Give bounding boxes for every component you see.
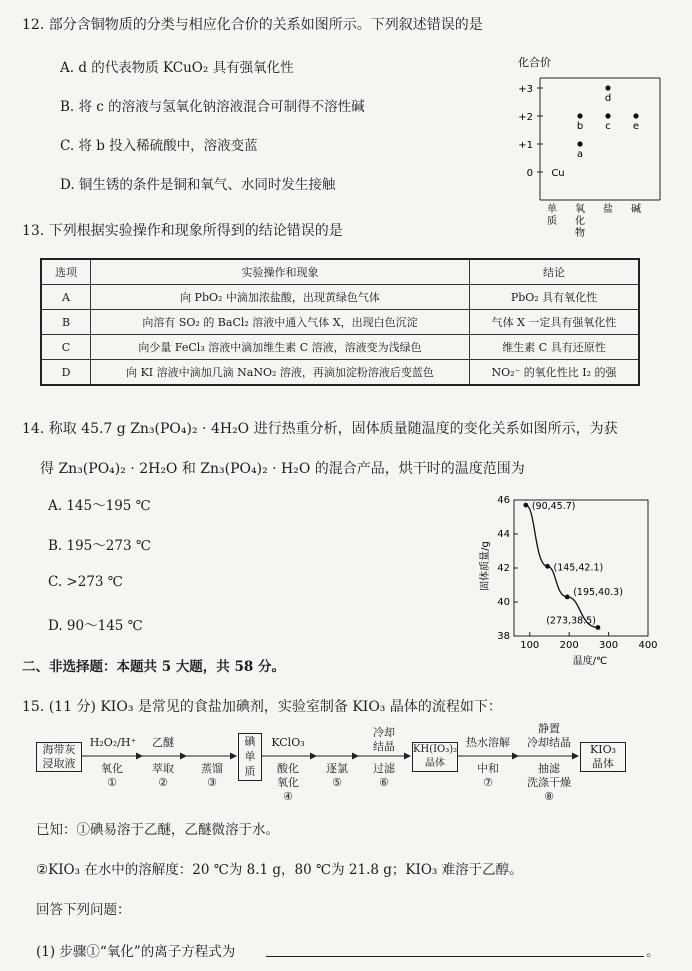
q15-known-1: 已知：①碘易溶于乙醚，乙醚微溶于水。: [36, 822, 279, 838]
q15-sub-question-1-end: 。: [646, 944, 660, 960]
category-label: 盐: [603, 204, 613, 215]
q14-option-d: D. 90～145 ℃: [48, 618, 143, 634]
flow-box-kh-io3-crystal: KH(IO₃)₂ 晶体: [412, 742, 458, 772]
flow-step-hot-water-dissolve: 热水溶解: [466, 736, 510, 749]
table-cell: 维生素 C 具有还原性: [470, 335, 640, 360]
q14-stem-line2: 得 Zn₃(PO₄)₂ · 2H₂O 和 Zn₃(PO₄)₂ · H₂O 的混合产品，烘干时的温度范围为: [40, 461, 525, 477]
category-label: 氧化物: [575, 204, 585, 239]
data-point-label: a: [576, 149, 584, 160]
table-cell: D: [41, 360, 91, 386]
table-cell: PbO₂ 具有氧化性: [470, 285, 640, 310]
table-cell: A: [41, 285, 91, 310]
data-point-label: e: [632, 121, 640, 132]
table-header-operation: 实验操作和现象: [91, 259, 470, 285]
x-tick-label: 400: [638, 640, 658, 651]
y-tick-label: +3: [518, 84, 533, 95]
table-cell: 向 PbO₂ 中滴加浓盐酸，出现黄绿色气体: [91, 285, 470, 310]
answer-blank[interactable]: [266, 956, 644, 957]
flow-box-iodine: 碘 单 质: [238, 733, 262, 781]
flow-step-remove-chlorine: 逐氯 ⑤: [326, 762, 348, 789]
data-point-label: (195,40.3): [573, 586, 623, 598]
tg-chart-xlabel: 温度/℃: [572, 656, 608, 667]
table-header-option: 选项: [41, 259, 91, 285]
flow-step-oxidation: 氧化 ①: [101, 762, 123, 789]
category-label: 碱: [631, 204, 641, 215]
data-point-label: Cu: [551, 168, 565, 179]
valence-chart-ylabel: 化合价: [518, 56, 551, 69]
y-tick-label: 40: [497, 597, 510, 608]
flow-step-stand-cool: 静置 冷却结晶: [527, 722, 571, 749]
flow-reagent-h2o2: H₂O₂/H⁺: [89, 736, 137, 749]
table-cell: 向少量 FeCl₃ 溶液中滴加维生素 C 溶液，溶液变为浅绿色: [91, 335, 470, 360]
flow-step-acidify-oxidize: 酸化 氧化 ④: [277, 762, 299, 803]
flow-reagent-ether: 乙醚: [152, 736, 174, 749]
q12-option-d: D. 铜生锈的条件是铜和氧气、水同时发生接触: [60, 177, 336, 193]
q13-stem: 13. 下列根据实验操作和现象所得到的结论错误的是: [22, 223, 343, 239]
q14-option-a: A. 145～195 ℃: [48, 498, 151, 514]
q12-option-c: C. 将 b 投入稀硫酸中，溶液变蓝: [60, 138, 258, 154]
x-tick-label: 200: [559, 640, 579, 651]
table-cell: NO₂⁻ 的氧化性比 I₂ 的强: [470, 360, 640, 386]
q12-option-a: A. d 的代表物质 KCuO₂ 具有强氧化性: [60, 60, 294, 76]
flow-step-filter: 过滤 ⑥: [373, 762, 395, 789]
table-header-conclusion: 结论: [470, 259, 640, 285]
q14-stem-line1: 14. 称取 45.7 g Zn₃(PO₄)₂ · 4H₂O 进行热重分析，固体质量随温度的变化关系如图所示，为获: [22, 421, 618, 437]
x-tick-label: 100: [520, 640, 540, 651]
data-point-label: d: [604, 93, 612, 104]
y-tick-label: 38: [497, 631, 510, 642]
y-tick-label: 0: [526, 168, 533, 179]
y-tick-label: +1: [518, 140, 533, 151]
flow-box-kio3-crystal: KIO₃ 晶体: [580, 742, 626, 772]
q14-option-b: B. 195～273 ℃: [48, 538, 151, 554]
table-cell: 向溶有 SO₂ 的 BaCl₂ 溶液中通入气体 X，出现白色沉淀: [91, 310, 470, 335]
flow-box-kelp-extract: 海带灰 浸取液: [36, 742, 82, 772]
tg-chart-ylabel: 固体质量/g: [480, 541, 491, 591]
y-tick-label: 42: [497, 563, 510, 574]
data-point-label: (273,38.5): [546, 615, 596, 627]
flow-reagent-kclo3: KClO₃: [271, 736, 305, 749]
q12-option-b: B. 将 c 的溶液与氢氧化钠溶液混合可制得不溶性碱: [60, 99, 365, 115]
table-cell: C: [41, 335, 91, 360]
flow-step-distillation: 蒸馏 ③: [201, 762, 223, 789]
data-point-label: c: [605, 121, 611, 132]
data-point-label: (145,42.1): [553, 562, 604, 574]
x-tick-label: 300: [599, 640, 619, 651]
flow-step-neutralize: 中和 ⑦: [477, 762, 499, 789]
flow-step-extraction: 萃取 ②: [152, 762, 174, 789]
q12-stem: 12. 部分含铜物质的分类与相应化合价的关系如图所示。下列叙述错误的是: [22, 17, 483, 33]
table-cell: B: [41, 310, 91, 335]
q15-known-2: ②KIO₃ 在水中的溶解度：20 ℃为 8.1 g，80 ℃为 21.8 g；KIO₃ 难溶于乙醇。: [36, 862, 523, 878]
q14-option-c: C. >273 ℃: [48, 574, 123, 590]
q15-stem: 15. (11 分) KIO₃ 是常见的食盐加碘剂，实验室制备 KIO₃ 晶体的流程如下：: [22, 699, 502, 715]
data-point-label: (90,45.7): [531, 501, 576, 513]
y-tick-label: 46: [497, 495, 510, 506]
y-tick-label: +2: [518, 112, 533, 123]
table-cell: 气体 X 一定具有强氧化性: [470, 310, 640, 335]
q15-sub-question-1: (1) 步骤①“氧化”的离子方程式为: [36, 944, 236, 960]
section-title: 二、非选择题：本题共 5 大题，共 58 分。: [22, 659, 285, 675]
y-tick-label: 44: [497, 529, 510, 540]
category-label: 单质: [547, 204, 557, 227]
data-point-label: b: [576, 121, 584, 132]
flow-step-suction-filter: 抽滤 洗涤干燥 ⑧: [527, 762, 571, 803]
q15-answer-prompt: 回答下列问题：: [36, 902, 131, 918]
flow-step-cool-crystallize: 冷却 结晶: [373, 726, 395, 753]
table-cell: 向 KI 溶液中滴加几滴 NaNO₂ 溶液，再滴加淀粉溶液后变蓝色: [91, 360, 470, 386]
